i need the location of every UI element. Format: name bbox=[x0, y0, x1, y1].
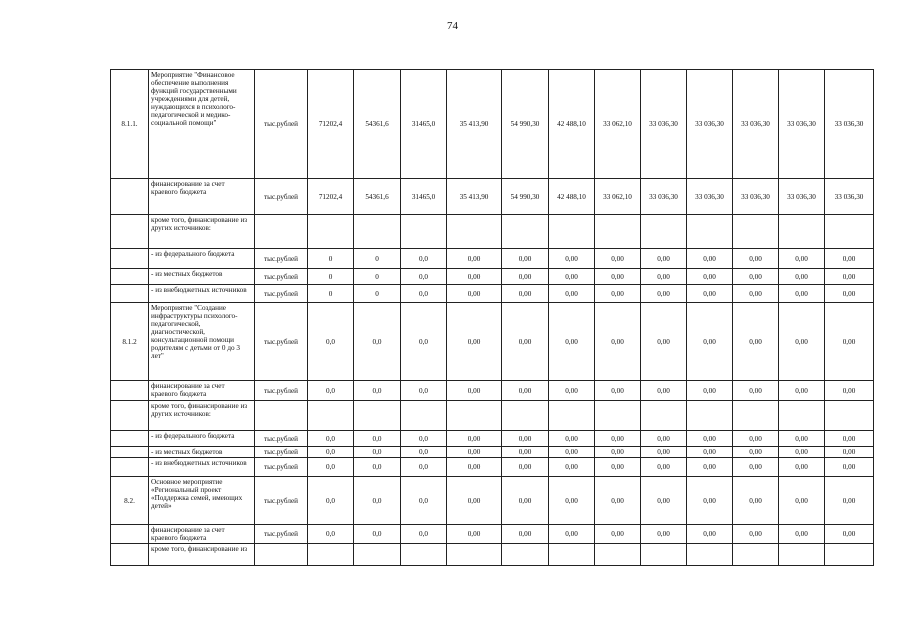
value-cell: 0,00 bbox=[687, 477, 733, 525]
value-cell: 42 488,10 bbox=[549, 179, 595, 215]
table-row bbox=[111, 477, 874, 525]
value-cell: 0,00 bbox=[687, 381, 733, 401]
value-cell: 0,00 bbox=[502, 249, 549, 269]
value-cell: 0,00 bbox=[825, 477, 874, 525]
value-cell: 0,0 bbox=[354, 303, 401, 381]
value-cell: 0,00 bbox=[447, 447, 502, 458]
value-cell bbox=[549, 401, 595, 431]
value-cell: 0,0 bbox=[401, 431, 447, 447]
row-unit-cell: тыс.рублей bbox=[255, 269, 308, 285]
row-description-cell: финансирование за счет краевого бюджета bbox=[149, 179, 255, 215]
value-cell bbox=[308, 215, 354, 249]
value-cell: 0,0 bbox=[401, 285, 447, 303]
value-cell: 0,00 bbox=[825, 303, 874, 381]
value-cell: 0,00 bbox=[447, 431, 502, 447]
value-cell: 35 413,90 bbox=[447, 70, 502, 179]
value-cell bbox=[779, 544, 825, 566]
row-unit-cell: тыс.рублей bbox=[255, 285, 308, 303]
value-cell: 0,00 bbox=[549, 447, 595, 458]
value-cell: 0,00 bbox=[687, 285, 733, 303]
value-cell bbox=[308, 401, 354, 431]
row-description-cell: финансирование за счет краевого бюджета bbox=[149, 381, 255, 401]
value-cell: 0,00 bbox=[549, 525, 595, 544]
value-cell: 0,00 bbox=[502, 269, 549, 285]
value-cell bbox=[825, 401, 874, 431]
value-cell: 0,0 bbox=[401, 458, 447, 477]
value-cell: 0,00 bbox=[549, 431, 595, 447]
row-unit-cell: тыс.рублей bbox=[255, 303, 308, 381]
row-unit-cell: тыс.рублей bbox=[255, 447, 308, 458]
value-cell: 0,00 bbox=[549, 269, 595, 285]
value-cell bbox=[401, 544, 447, 566]
value-cell: 33 062,10 bbox=[595, 179, 641, 215]
value-cell: 0 bbox=[354, 249, 401, 269]
value-cell: 0,00 bbox=[549, 249, 595, 269]
value-cell: 0,00 bbox=[595, 249, 641, 269]
value-cell: 0,00 bbox=[779, 285, 825, 303]
value-cell: 0,00 bbox=[825, 269, 874, 285]
row-unit-cell: тыс.рублей bbox=[255, 458, 308, 477]
value-cell: 0 bbox=[308, 269, 354, 285]
row-description-cell: кроме того, финансирование из bbox=[149, 544, 255, 566]
value-cell: 0,0 bbox=[308, 447, 354, 458]
value-cell bbox=[401, 215, 447, 249]
value-cell: 0,0 bbox=[354, 525, 401, 544]
table-row bbox=[111, 447, 874, 458]
row-code-cell: 8.2. bbox=[111, 477, 149, 525]
value-cell: 0,00 bbox=[687, 249, 733, 269]
value-cell bbox=[687, 544, 733, 566]
table-row bbox=[111, 525, 874, 544]
row-description-cell: - из федерального бюджета bbox=[149, 249, 255, 269]
value-cell: 0,00 bbox=[447, 269, 502, 285]
value-cell bbox=[502, 215, 549, 249]
value-cell: 71202,4 bbox=[308, 70, 354, 179]
value-cell: 0,00 bbox=[733, 447, 779, 458]
value-cell: 33 036,30 bbox=[733, 179, 779, 215]
value-cell: 33 036,30 bbox=[687, 70, 733, 179]
value-cell: 33 036,30 bbox=[825, 70, 874, 179]
budget-table bbox=[110, 69, 874, 566]
value-cell: 0,00 bbox=[641, 458, 687, 477]
value-cell: 0,0 bbox=[354, 447, 401, 458]
value-cell: 54361,6 bbox=[354, 70, 401, 179]
value-cell: 0,0 bbox=[354, 431, 401, 447]
value-cell bbox=[641, 215, 687, 249]
value-cell: 0,00 bbox=[733, 381, 779, 401]
value-cell: 0,0 bbox=[354, 381, 401, 401]
table-row bbox=[111, 249, 874, 269]
value-cell bbox=[595, 544, 641, 566]
value-cell: 0,0 bbox=[401, 303, 447, 381]
value-cell: 33 036,30 bbox=[641, 70, 687, 179]
value-cell: 0,00 bbox=[779, 458, 825, 477]
value-cell: 0,0 bbox=[401, 525, 447, 544]
value-cell bbox=[447, 215, 502, 249]
row-description-cell: финансирование за счет краевого бюджета bbox=[149, 525, 255, 544]
value-cell: 33 036,30 bbox=[779, 70, 825, 179]
value-cell: 0,00 bbox=[549, 458, 595, 477]
row-description-cell: Мероприятие "Создание инфраструктуры психолого-педагогической, диагностической, консультационной помощи родителям с детьми от 0 до 3 лет" bbox=[149, 303, 255, 381]
value-cell: 0,00 bbox=[595, 458, 641, 477]
row-code-cell bbox=[111, 544, 149, 566]
value-cell: 0,0 bbox=[401, 249, 447, 269]
value-cell: 0,00 bbox=[502, 447, 549, 458]
value-cell: 0,00 bbox=[733, 525, 779, 544]
value-cell: 71202,4 bbox=[308, 179, 354, 215]
row-description-cell: - из федерального бюджета bbox=[149, 431, 255, 447]
value-cell bbox=[502, 544, 549, 566]
value-cell: 0,0 bbox=[401, 269, 447, 285]
value-cell: 0,0 bbox=[354, 458, 401, 477]
value-cell: 31465,0 bbox=[401, 70, 447, 179]
value-cell: 0,00 bbox=[549, 285, 595, 303]
value-cell: 0,00 bbox=[733, 303, 779, 381]
row-description-cell: - из внебюджетных источников bbox=[149, 458, 255, 477]
value-cell bbox=[354, 215, 401, 249]
value-cell: 0,0 bbox=[308, 458, 354, 477]
value-cell: 0,00 bbox=[595, 381, 641, 401]
value-cell: 0,00 bbox=[733, 269, 779, 285]
value-cell: 33 036,30 bbox=[687, 179, 733, 215]
value-cell: 0,00 bbox=[595, 269, 641, 285]
value-cell: 0,00 bbox=[779, 525, 825, 544]
row-code-cell bbox=[111, 401, 149, 431]
value-cell: 33 036,30 bbox=[733, 70, 779, 179]
row-unit-cell: тыс.рублей bbox=[255, 431, 308, 447]
value-cell: 0,00 bbox=[641, 477, 687, 525]
value-cell: 0,00 bbox=[733, 477, 779, 525]
table-row bbox=[111, 381, 874, 401]
value-cell: 0,0 bbox=[354, 477, 401, 525]
value-cell: 31465,0 bbox=[401, 179, 447, 215]
value-cell: 0,00 bbox=[779, 303, 825, 381]
table-row bbox=[111, 401, 874, 431]
row-code-cell bbox=[111, 458, 149, 477]
value-cell: 0,0 bbox=[401, 447, 447, 458]
value-cell: 33 062,10 bbox=[595, 70, 641, 179]
value-cell: 0,00 bbox=[687, 447, 733, 458]
row-code-cell bbox=[111, 381, 149, 401]
row-description-cell: - из местных бюджетов bbox=[149, 269, 255, 285]
value-cell: 54361,6 bbox=[354, 179, 401, 215]
row-unit-cell: тыс.рублей bbox=[255, 249, 308, 269]
value-cell: 0,0 bbox=[308, 477, 354, 525]
row-code-cell bbox=[111, 431, 149, 447]
value-cell: 0,00 bbox=[733, 431, 779, 447]
row-code-cell bbox=[111, 285, 149, 303]
value-cell: 54 990,30 bbox=[502, 179, 549, 215]
value-cell bbox=[447, 401, 502, 431]
value-cell bbox=[549, 215, 595, 249]
value-cell bbox=[825, 544, 874, 566]
value-cell: 0,00 bbox=[502, 381, 549, 401]
value-cell: 0,00 bbox=[641, 249, 687, 269]
value-cell: 0 bbox=[308, 285, 354, 303]
value-cell: 0,00 bbox=[447, 477, 502, 525]
value-cell: 54 990,30 bbox=[502, 70, 549, 179]
row-description-cell: кроме того, финансирование из других источников: bbox=[149, 401, 255, 431]
row-code-cell bbox=[111, 525, 149, 544]
page-number: 74 bbox=[447, 20, 458, 32]
value-cell bbox=[733, 544, 779, 566]
value-cell: 0,00 bbox=[502, 525, 549, 544]
row-code-cell bbox=[111, 215, 149, 249]
value-cell: 0,00 bbox=[641, 525, 687, 544]
value-cell: 0,00 bbox=[502, 285, 549, 303]
value-cell: 0,00 bbox=[825, 285, 874, 303]
row-code-cell bbox=[111, 447, 149, 458]
value-cell: 0,00 bbox=[595, 525, 641, 544]
value-cell: 0,00 bbox=[733, 458, 779, 477]
value-cell: 0,00 bbox=[733, 285, 779, 303]
table-row bbox=[111, 269, 874, 285]
value-cell: 0,00 bbox=[447, 249, 502, 269]
value-cell: 0,00 bbox=[549, 477, 595, 525]
value-cell: 0,00 bbox=[549, 381, 595, 401]
value-cell: 0,00 bbox=[825, 381, 874, 401]
value-cell: 0,00 bbox=[641, 285, 687, 303]
row-code-cell bbox=[111, 179, 149, 215]
row-description-cell: Основное мероприятие «Региональный проект «Поддержка семей, имеющих детей» bbox=[149, 477, 255, 525]
row-unit-cell: тыс.рублей bbox=[255, 381, 308, 401]
row-code-cell: 8.1.2 bbox=[111, 303, 149, 381]
row-description-cell: - из внебюджетных источников bbox=[149, 285, 255, 303]
value-cell: 35 413,90 bbox=[447, 179, 502, 215]
row-code-cell: 8.1.1. bbox=[111, 70, 149, 179]
value-cell bbox=[687, 215, 733, 249]
table-row bbox=[111, 458, 874, 477]
row-description-cell: кроме того, финансирование из других источников: bbox=[149, 215, 255, 249]
table-row bbox=[111, 70, 874, 179]
row-unit-cell: тыс.рублей bbox=[255, 179, 308, 215]
value-cell: 0,00 bbox=[687, 303, 733, 381]
table-row bbox=[111, 303, 874, 381]
value-cell: 0,00 bbox=[687, 525, 733, 544]
value-cell: 0,00 bbox=[502, 303, 549, 381]
value-cell: 0,00 bbox=[447, 303, 502, 381]
row-unit-cell bbox=[255, 544, 308, 566]
value-cell: 0,00 bbox=[549, 303, 595, 381]
value-cell: 0,00 bbox=[779, 381, 825, 401]
value-cell bbox=[595, 401, 641, 431]
value-cell: 0,00 bbox=[779, 447, 825, 458]
value-cell: 0,0 bbox=[308, 303, 354, 381]
value-cell: 0 bbox=[354, 285, 401, 303]
value-cell: 0,00 bbox=[825, 431, 874, 447]
value-cell bbox=[641, 401, 687, 431]
table-row bbox=[111, 215, 874, 249]
row-code-cell bbox=[111, 249, 149, 269]
value-cell bbox=[502, 401, 549, 431]
value-cell: 0,00 bbox=[825, 525, 874, 544]
value-cell: 0,00 bbox=[595, 431, 641, 447]
value-cell: 0,0 bbox=[308, 431, 354, 447]
value-cell: 0,00 bbox=[779, 249, 825, 269]
row-unit-cell: тыс.рублей bbox=[255, 525, 308, 544]
value-cell bbox=[825, 215, 874, 249]
value-cell: 0,00 bbox=[447, 525, 502, 544]
value-cell: 0,00 bbox=[687, 458, 733, 477]
value-cell: 0,00 bbox=[687, 269, 733, 285]
value-cell: 0,0 bbox=[401, 477, 447, 525]
row-description-cell: Мероприятие "Финансовое обеспечение выполнения функций государственными учреждениями для детей, нуждающихся в психолого-педагогической и медико-социальной помощи" bbox=[149, 70, 255, 179]
value-cell: 0,00 bbox=[641, 269, 687, 285]
value-cell: 0 bbox=[354, 269, 401, 285]
value-cell: 0,00 bbox=[641, 447, 687, 458]
value-cell bbox=[595, 215, 641, 249]
value-cell: 42 488,10 bbox=[549, 70, 595, 179]
value-cell: 0,00 bbox=[641, 431, 687, 447]
value-cell bbox=[308, 544, 354, 566]
value-cell: 0,00 bbox=[595, 477, 641, 525]
value-cell: 0,00 bbox=[779, 477, 825, 525]
value-cell: 0,0 bbox=[401, 381, 447, 401]
value-cell: 0 bbox=[308, 249, 354, 269]
row-description-cell: - из местных бюджетов bbox=[149, 447, 255, 458]
value-cell bbox=[733, 401, 779, 431]
value-cell: 0,00 bbox=[825, 249, 874, 269]
value-cell: 33 036,30 bbox=[825, 179, 874, 215]
table-row bbox=[111, 544, 874, 566]
value-cell: 0,00 bbox=[733, 249, 779, 269]
table-row bbox=[111, 285, 874, 303]
value-cell bbox=[447, 544, 502, 566]
table-row bbox=[111, 179, 874, 215]
value-cell bbox=[687, 401, 733, 431]
value-cell: 0,00 bbox=[502, 477, 549, 525]
value-cell: 0,00 bbox=[779, 269, 825, 285]
value-cell: 0,0 bbox=[308, 525, 354, 544]
value-cell: 0,00 bbox=[825, 458, 874, 477]
value-cell: 0,00 bbox=[825, 447, 874, 458]
value-cell: 33 036,30 bbox=[641, 179, 687, 215]
value-cell: 0,0 bbox=[308, 381, 354, 401]
value-cell bbox=[354, 544, 401, 566]
value-cell bbox=[549, 544, 595, 566]
value-cell: 0,00 bbox=[641, 303, 687, 381]
value-cell: 0,00 bbox=[687, 431, 733, 447]
row-unit-cell bbox=[255, 401, 308, 431]
row-unit-cell: тыс.рублей bbox=[255, 477, 308, 525]
value-cell: 0,00 bbox=[447, 458, 502, 477]
value-cell: 0,00 bbox=[595, 447, 641, 458]
value-cell bbox=[779, 215, 825, 249]
row-unit-cell: тыс.рублей bbox=[255, 70, 308, 179]
value-cell: 0,00 bbox=[779, 431, 825, 447]
value-cell: 33 036,30 bbox=[779, 179, 825, 215]
row-code-cell bbox=[111, 269, 149, 285]
value-cell: 0,00 bbox=[595, 303, 641, 381]
value-cell bbox=[401, 401, 447, 431]
value-cell: 0,00 bbox=[641, 381, 687, 401]
value-cell bbox=[354, 401, 401, 431]
value-cell: 0,00 bbox=[502, 458, 549, 477]
value-cell: 0,00 bbox=[595, 285, 641, 303]
value-cell bbox=[641, 544, 687, 566]
value-cell bbox=[733, 215, 779, 249]
value-cell: 0,00 bbox=[447, 285, 502, 303]
row-unit-cell bbox=[255, 215, 308, 249]
value-cell: 0,00 bbox=[502, 431, 549, 447]
value-cell: 0,00 bbox=[447, 381, 502, 401]
value-cell bbox=[779, 401, 825, 431]
table-row bbox=[111, 431, 874, 447]
